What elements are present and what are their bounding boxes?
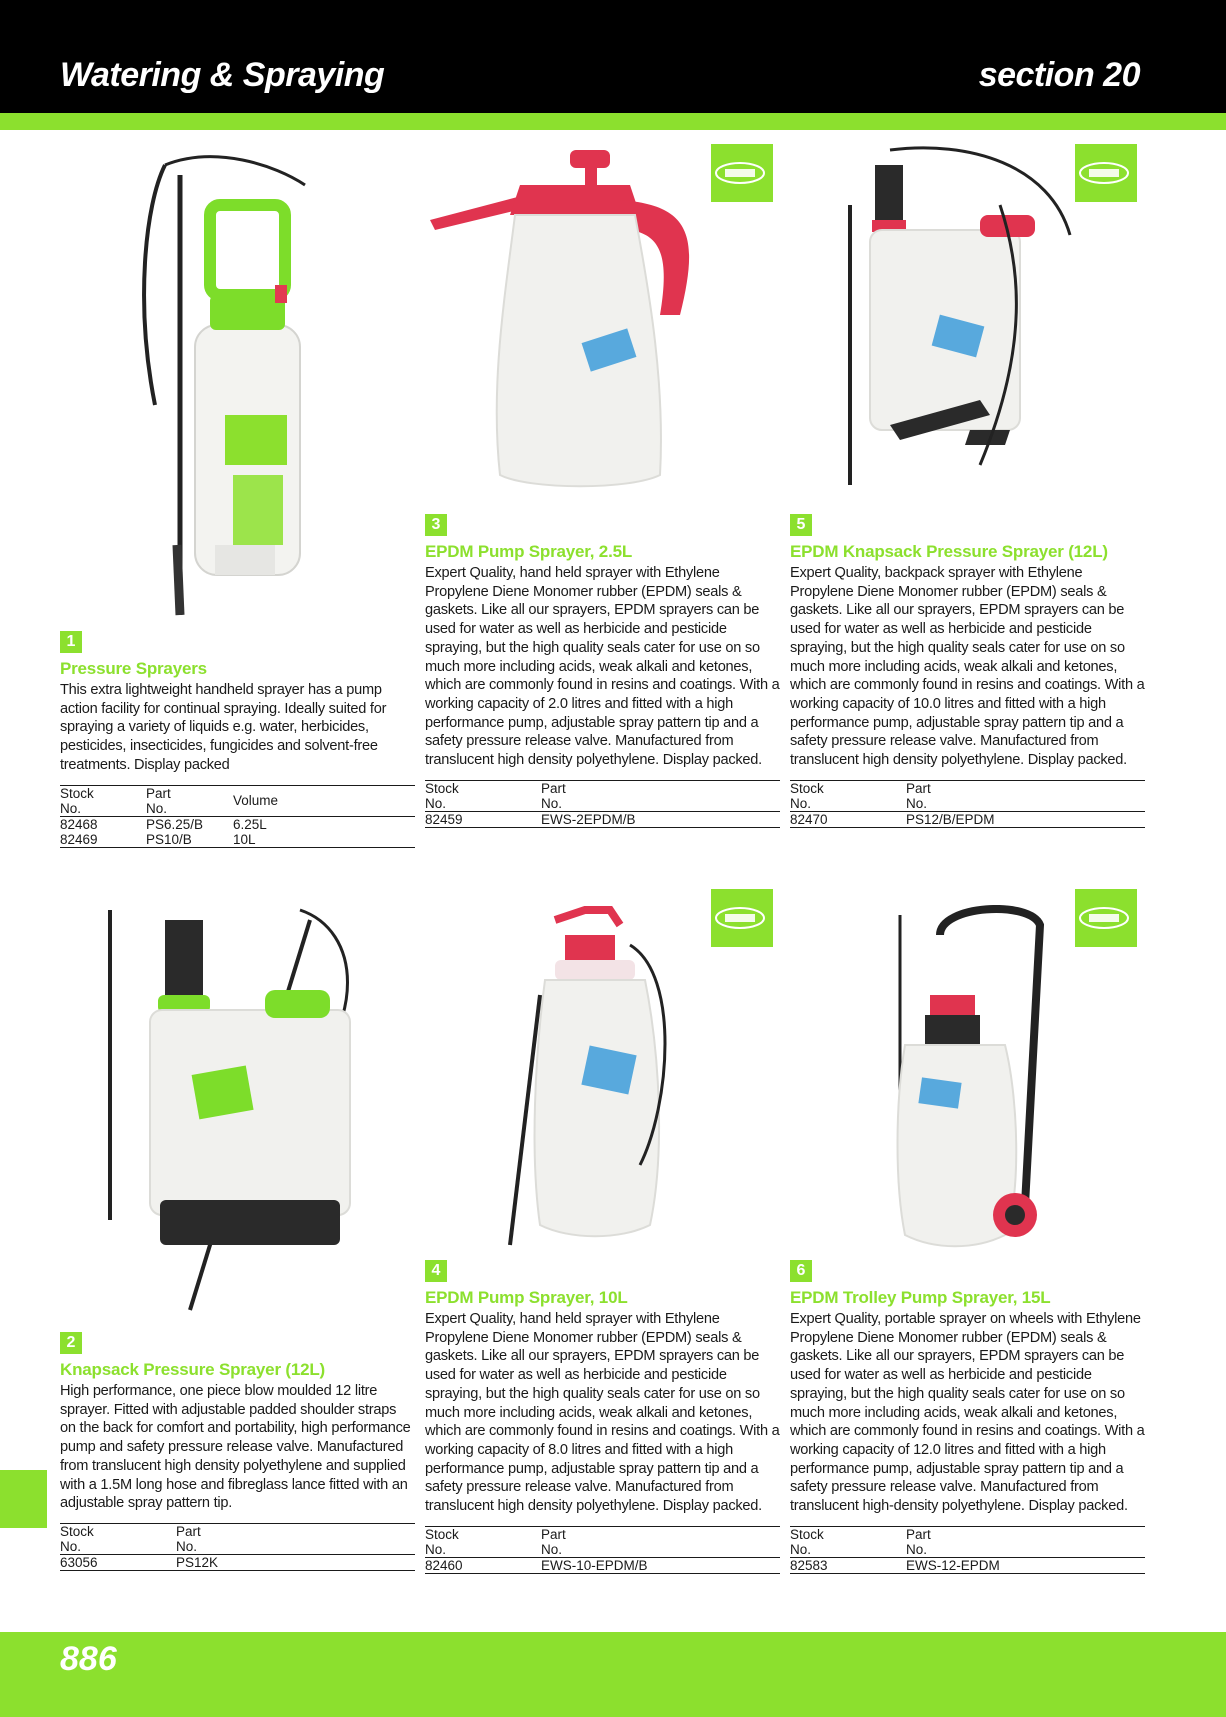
product-2	[60, 1332, 415, 1571]
stock-no-cell: 82459	[425, 811, 463, 827]
col-part-no: Part No.	[541, 780, 566, 811]
table-row	[60, 832, 415, 848]
product-1	[60, 631, 415, 848]
pump-sprayer-10l-illustration	[500, 905, 700, 1260]
product-description: Expert Quality, hand held sprayer with Ethylene Propylene Diene Monomer rubber (EPDM) seals & gaskets. Like all our sprayers, EPDM sprayers can be used for water as well as herbicide and pesticide spraying, but the high quality seals cater for use on so much more including acids, weak alkali and ketones, which are commonly found in resins and coatings. With a working capacity of 2.0 litres and fitted with a high performance pump, adjustable spray pattern tip and a safety pressure release valve. Manufactured from translucent high density polyethylene. Display packed.	[425, 565, 780, 769]
product-description: High performance, one piece blow moulded 12 litre sprayer. Fitted with adjustable padded shoulder straps on the back for comfort and portability, high performance pump and safety pressure release valve. Manufactured from translucent high density polyethylene and supplied with a 1.5M long hose and fibreglass lance fitted with an adjustable spray pattern tip.	[60, 1383, 411, 1512]
product-number-badge: 1	[60, 631, 82, 653]
spec-table	[60, 785, 415, 848]
product-1-image	[125, 145, 355, 625]
footer-bar	[0, 1632, 1226, 1717]
product-4-image	[500, 905, 700, 1260]
product-description: This extra lightweight handheld sprayer has a pump action facility for continual spraying. Ideally suited for spraying a variety of liquids e.g. water, herbicides, pesticides, insecticides, fungicides and solvent-free treatments. Display packed	[60, 682, 387, 773]
col-part-no: Part No.	[906, 1526, 931, 1557]
pump-sprayer-2-5l-illustration	[430, 145, 730, 505]
part-no-cell: EWS-12-EPDM	[906, 1557, 1000, 1573]
product-number-badge: 4	[425, 1260, 447, 1282]
pressure-sprayer-illustration	[125, 145, 355, 625]
part-no-cell: PS12K	[176, 1554, 219, 1570]
stock-no-cell: 82468	[60, 816, 98, 832]
trolley-sprayer-illustration	[880, 905, 1070, 1260]
header-accent-stripe	[0, 113, 1226, 130]
part-no-cell: EWS-10-EPDM/B	[541, 1557, 648, 1573]
draper-expert-logo-icon	[1075, 144, 1137, 202]
product-title: EPDM Trolley Pump Sprayer, 15L	[790, 1288, 1051, 1307]
stock-no-cell: 82583	[790, 1557, 828, 1573]
product-6-image	[880, 905, 1070, 1260]
spec-table	[425, 1526, 780, 1574]
part-no-cell: PS10/B	[146, 831, 192, 847]
product-6	[790, 1260, 1145, 1574]
spec-table-header	[60, 1523, 415, 1554]
product-number-badge: 5	[790, 514, 812, 536]
product-number-badge: 2	[60, 1332, 82, 1354]
stock-no-cell: 82470	[790, 811, 828, 827]
product-description: Expert Quality, backpack sprayer with Ethylene Propylene Diene Monomer rubber (EPDM) seals & gaskets. Like all our sprayers, EPDM sprayers can be used for water as well as herbicide and pesticide spraying, but the high quality seals cater for use on so much more including acids, weak alkali and ketones, which are commonly found in resins and coatings. With a working capacity of 10.0 litres and fitted with a high performance pump, adjustable spray pattern tip and a safety pressure release valve. Manufactured from translucent high density polyethylene. Display packed.	[790, 565, 1145, 769]
product-3	[425, 514, 780, 828]
col-stock-no: Stock No.	[790, 1526, 824, 1557]
product-3-image	[430, 145, 730, 505]
product-title: Knapsack Pressure Sprayer (12L)	[60, 1360, 325, 1379]
stock-no-cell: 82460	[425, 1557, 463, 1573]
product-description: Expert Quality, hand held sprayer with Ethylene Propylene Diene Monomer rubber (EPDM) seals & gaskets. Like all our sprayers, EPDM sprayers can be used for water as well as herbicide and pesticide spraying, but the high quality seals cater for use on so much more including acids, weak alkali and ketones, which are commonly found in resins and coatings. With a working capacity of 8.0 litres and fitted with a high performance pump, adjustable spray pattern tip and a safety pressure release valve. Manufactured from translucent high density polyethylene. Display packed.	[425, 1311, 780, 1515]
spec-table-header	[790, 780, 1145, 811]
col-stock-no: Stock No.	[790, 780, 824, 811]
page-number: 886	[60, 1640, 117, 1678]
product-number-badge: 3	[425, 514, 447, 536]
table-row	[60, 1554, 415, 1570]
col-part-no: Part No.	[541, 1526, 566, 1557]
volume-cell: 10L	[233, 831, 256, 847]
knapsack-sprayer-illustration	[90, 900, 380, 1320]
side-index-tab	[0, 1470, 47, 1528]
product-5-image	[830, 145, 1080, 500]
product-title: EPDM Knapsack Pressure Sprayer (12L)	[790, 542, 1108, 561]
spec-table	[60, 1523, 415, 1571]
spec-table	[425, 780, 780, 828]
spec-table-header	[790, 1526, 1145, 1557]
product-description: Expert Quality, portable sprayer on wheels with Ethylene Propylene Diene Monomer rubber (EPDM) seals & gaskets. Like all our sprayers, EPDM sprayers can be used for water as well as herbicide and pesticide spraying, but the high quality seals cater for use on so much more including acids, weak alkali and ketones, which are commonly found in resins and coatings. With a working capacity of 12.0 litres and fitted with a high performance pump, adjustable spray pattern tip and a safety pressure release valve. Manufactured from translucent high-density polyethylene. Display packed.	[790, 1311, 1145, 1515]
draper-expert-logo-icon	[711, 889, 773, 947]
product-5	[790, 514, 1145, 828]
page-title: Watering & Spraying	[60, 56, 385, 94]
spec-table-header	[60, 785, 415, 816]
draper-expert-logo	[711, 889, 773, 947]
product-title: Pressure Sprayers	[60, 659, 207, 678]
table-row	[790, 1557, 1145, 1573]
col-stock-no: Stock No.	[425, 1526, 459, 1557]
section-label: section 20	[978, 56, 1140, 94]
spec-table	[790, 1526, 1145, 1574]
product-number-badge: 6	[790, 1260, 812, 1282]
table-row	[790, 811, 1145, 827]
draper-expert-logo	[1075, 144, 1137, 202]
draper-expert-logo	[1075, 889, 1137, 947]
stock-no-cell: 82469	[60, 831, 98, 847]
product-title: EPDM Pump Sprayer, 10L	[425, 1288, 628, 1307]
product-2-image	[90, 900, 380, 1320]
product-title: EPDM Pump Sprayer, 2.5L	[425, 542, 633, 561]
draper-expert-logo-icon	[1075, 889, 1137, 947]
col-part-no: Part No.	[906, 780, 931, 811]
volume-cell: 6.25L	[233, 816, 267, 832]
col-part-no: Part No.	[176, 1523, 201, 1554]
col-part-no: Part No.	[146, 785, 171, 816]
part-no-cell: PS6.25/B	[146, 816, 204, 832]
col-stock-no: Stock No.	[60, 785, 94, 816]
table-row	[425, 1557, 780, 1573]
col-stock-no: Stock No.	[425, 780, 459, 811]
spec-table-header	[425, 1526, 780, 1557]
product-4	[425, 1260, 780, 1574]
col-volume: Volume	[233, 793, 279, 809]
stock-no-cell: 63056	[60, 1554, 98, 1570]
table-row	[425, 811, 780, 827]
spec-table	[790, 780, 1145, 828]
col-stock-no: Stock No.	[60, 1523, 94, 1554]
part-no-cell: EWS-2EPDM/B	[541, 811, 636, 827]
epdm-knapsack-illustration	[830, 145, 1080, 500]
part-no-cell: PS12/B/EPDM	[906, 811, 995, 827]
spec-table-header	[425, 780, 780, 811]
table-row	[60, 816, 415, 832]
